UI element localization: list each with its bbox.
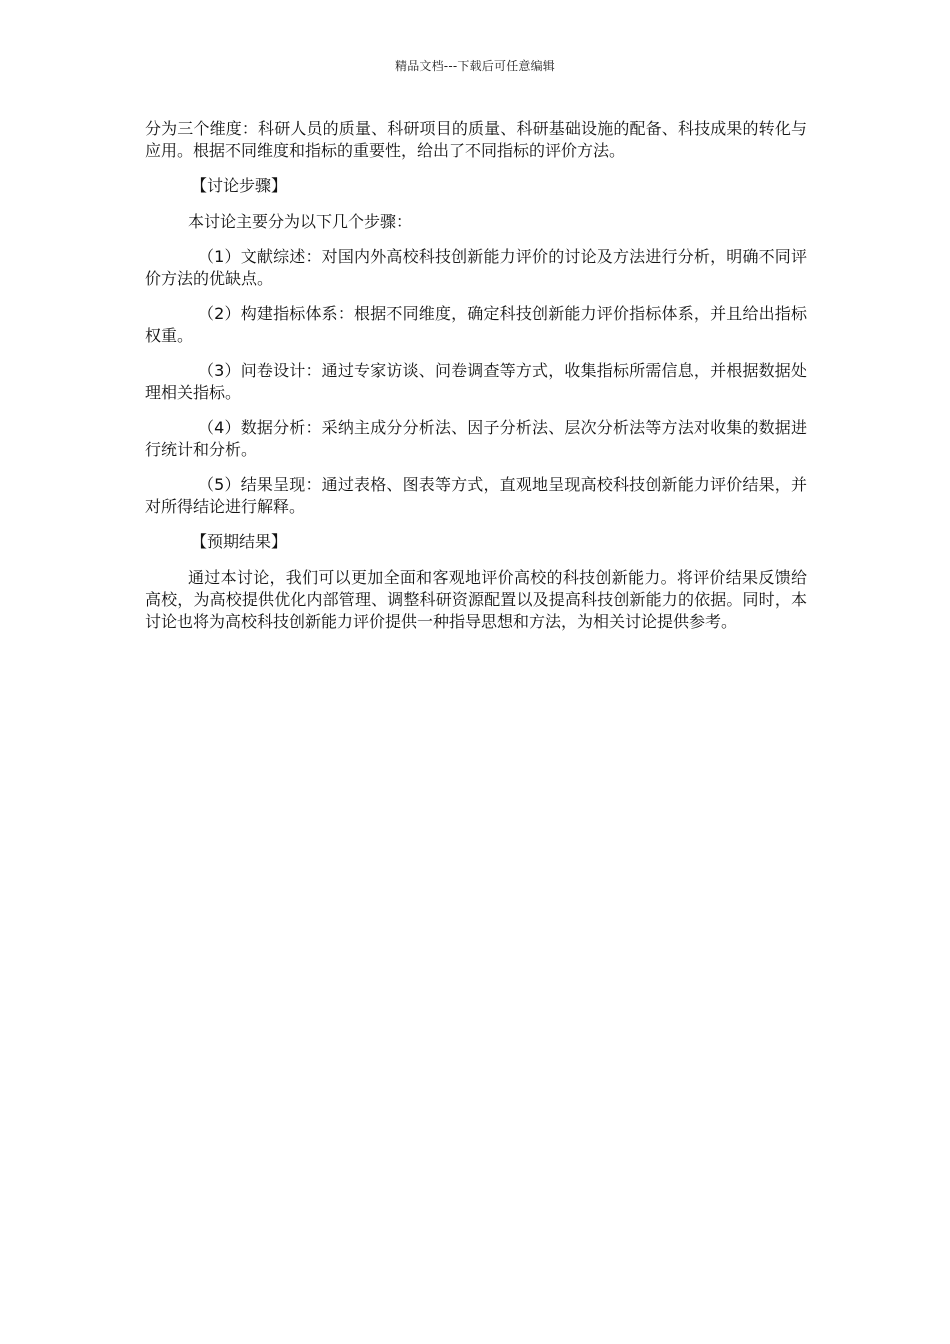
document-body [145,118,807,646]
page-header: 精品文档---下载后可任意编辑 [395,59,555,73]
step-item-3: （3）问卷设计：通过专家访谈、问卷调查等方式，收集指标所需信息，并根据数据处理相关指标。 [145,361,807,402]
step-item-5: （5）结果呈现：通过表格、图表等方式，直观地呈现高校科技创新能力评价结果，并对所得结论进行解释。 [145,475,807,516]
step-item-4: （4）数据分析：采纳主成分分析法、因子分析法、层次分析法等方法对收集的数据进行统计和分析。 [145,418,807,459]
heading-discussion-steps: 【讨论步骤】 [191,176,288,195]
paragraph-steps-intro: 本讨论主要分为以下几个步骤： [188,212,413,231]
paragraph-dimensions: 分为三个维度：科研人员的质量、科研项目的质量、科研基础设施的配备、科技成果的转化与应用。根据不同维度和指标的重要性，给出了不同指标的评价方法。 [145,119,807,160]
step-item-2: （2）构建指标体系：根据不同维度，确定科技创新能力评价指标体系，并且给出指标权重。 [145,304,807,345]
step-item-1: （1）文献综述：对国内外高校科技创新能力评价的讨论及方法进行分析，明确不同评价方法的优缺点。 [145,247,807,288]
paragraph-expected-results: 通过本讨论，我们可以更加全面和客观地评价高校的科技创新能力。将评价结果反馈给高校，为高校提供优化内部管理、调整科研资源配置以及提高科技创新能力的依据。同时，本讨论也将为高校科技创新能力评价提供一种指导思想和方法，为相关讨论提供参考。 [145,568,807,631]
heading-expected-results: 【预期结果】 [191,532,288,551]
